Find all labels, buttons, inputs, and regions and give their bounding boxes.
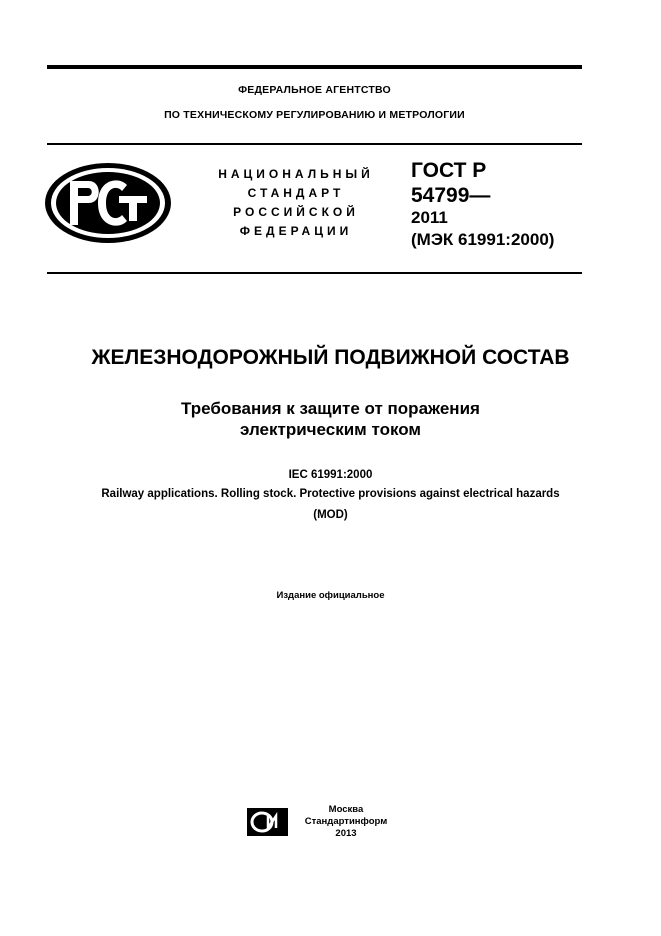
agency-line-1: ФЕДЕРАЛЬНОЕ АГЕНТСТВО [238, 84, 391, 96]
modification-note: (MOD) [313, 509, 348, 521]
publication-year: 2013 [335, 828, 357, 839]
gost-number: 54799— [411, 184, 491, 207]
iec-reference: IEC 61991:2000 [288, 469, 373, 481]
national-standard-line-2: СТАНДАРТ [247, 186, 345, 200]
agency-line-2: ПО ТЕХНИЧЕСКОМУ РЕГУЛИРОВАНИЮ И МЕТРОЛОГИИ [164, 109, 465, 121]
national-standard-line-1: НАЦИОНАЛЬНЫЙ [218, 167, 374, 181]
national-standard-line-4: ФЕДЕРАЦИИ [239, 224, 353, 238]
edition-note: Издание официальное [276, 590, 385, 601]
document-subtitle-1: Требования к защите от поражения [181, 399, 480, 418]
publisher-info [296, 804, 396, 840]
standartinform-logo-icon [246, 806, 288, 838]
top-rule [47, 65, 582, 69]
rst-mark-icon [43, 161, 173, 245]
national-standard-line-3: РОССИЙСКОЙ [233, 205, 359, 219]
document-subtitle-2: электрическим током [240, 420, 421, 439]
national-standard-label [196, 165, 396, 241]
block-divider [47, 272, 582, 274]
publisher-city: Москва [328, 804, 364, 815]
english-title: Railway applications. Rolling stock. Protective provisions against electrical hazards [101, 488, 560, 500]
gost-year: 2011 [411, 208, 448, 227]
gost-designation: ГОСТ Р [411, 159, 487, 182]
header-divider [47, 143, 582, 145]
iec-equivalent: (МЭК 61991:2000) [411, 230, 555, 249]
document-title: ЖЕЛЕЗНОДОРОЖНЫЙ ПОДВИЖНОЙ СОСТАВ [91, 346, 570, 369]
publisher-name: Стандартинформ [304, 816, 388, 827]
